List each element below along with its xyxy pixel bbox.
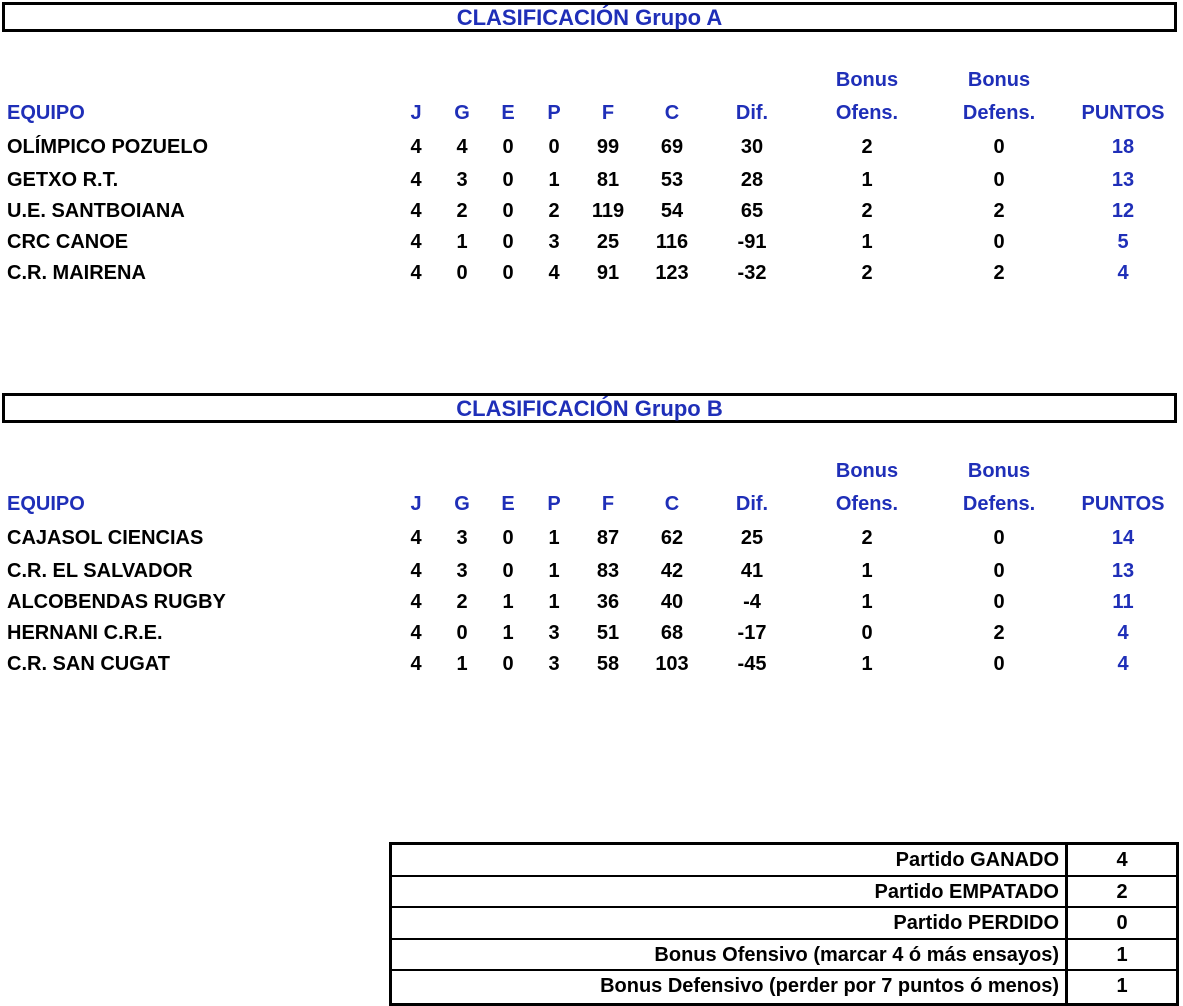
- g-value: 1: [456, 653, 468, 675]
- g-value: 1: [456, 231, 468, 253]
- team-name: C.R. MAIRENA: [7, 262, 146, 284]
- dif-value: 65: [740, 200, 764, 222]
- bd-value: 0: [993, 136, 1005, 158]
- bo-value: 2: [861, 200, 873, 222]
- bo-value: 2: [861, 262, 873, 284]
- dif-header: Dif.: [735, 102, 769, 124]
- legend-row: [392, 877, 1176, 909]
- c-value: 123: [655, 262, 689, 284]
- team-name: C.R. EL SALVADOR: [7, 560, 193, 582]
- p-value: 3: [548, 622, 560, 644]
- legend-row: [392, 940, 1176, 972]
- j-value: 4: [410, 622, 422, 644]
- e-value: 0: [502, 136, 514, 158]
- group-a-title-box: [2, 2, 1177, 32]
- pts-header: PUNTOS: [1081, 493, 1165, 515]
- c-value: 103: [655, 653, 689, 675]
- points-value: 5: [1117, 231, 1129, 253]
- j-value: 4: [410, 591, 422, 613]
- e-value: 0: [502, 527, 514, 549]
- f-value: 99: [596, 136, 620, 158]
- points-value: 18: [1111, 136, 1135, 158]
- bd-header: Defens.: [962, 102, 1036, 124]
- bd-value: 0: [993, 560, 1005, 582]
- bo-value: 2: [861, 136, 873, 158]
- g-value: 3: [456, 527, 468, 549]
- c-header: C: [664, 493, 680, 515]
- p-value: 1: [548, 527, 560, 549]
- g-value: 4: [456, 136, 468, 158]
- legend-value: 1: [1116, 943, 1128, 966]
- p-header: P: [547, 102, 561, 124]
- bo-header: Ofens.: [835, 493, 899, 515]
- bd-value: 0: [993, 527, 1005, 549]
- team-name: C.R. SAN CUGAT: [7, 653, 170, 675]
- equipo-header: EQUIPO: [7, 102, 85, 124]
- dif-value: 41: [740, 560, 764, 582]
- e-header: E: [501, 493, 515, 515]
- points-value: 4: [1117, 622, 1129, 644]
- j-value: 4: [410, 200, 422, 222]
- bo-value: 1: [861, 591, 873, 613]
- pts-header: PUNTOS: [1081, 102, 1165, 124]
- f-value: 81: [596, 169, 620, 191]
- bd-value: 2: [993, 200, 1005, 222]
- group-b-title-box: [2, 393, 1177, 423]
- c-header: C: [664, 102, 680, 124]
- dif-value: 28: [740, 169, 764, 191]
- team-name: HERNANI C.R.E.: [7, 622, 163, 644]
- points-value: 13: [1111, 560, 1135, 582]
- bd-value: 0: [993, 653, 1005, 675]
- bd-value: 2: [993, 622, 1005, 644]
- f-value: 83: [596, 560, 620, 582]
- legend-label: Partido EMPATADO: [392, 877, 1068, 907]
- bo-header: Ofens.: [835, 102, 899, 124]
- j-value: 4: [410, 136, 422, 158]
- p-value: 1: [548, 560, 560, 582]
- f-header: F: [601, 493, 615, 515]
- g-value: 0: [456, 622, 468, 644]
- bd-value: 0: [993, 231, 1005, 253]
- group-a-title: CLASIFICACIÓN Grupo A: [456, 5, 723, 30]
- f-value: 87: [596, 527, 620, 549]
- dif-header: Dif.: [735, 493, 769, 515]
- bonus-ofens-header-top: Bonus: [835, 69, 899, 91]
- e-value: 0: [502, 262, 514, 284]
- dif-value: -45: [737, 653, 767, 675]
- c-value: 69: [660, 136, 684, 158]
- e-header: E: [501, 102, 515, 124]
- c-value: 68: [660, 622, 684, 644]
- equipo-header: EQUIPO: [7, 493, 85, 515]
- e-value: 0: [502, 231, 514, 253]
- c-value: 42: [660, 560, 684, 582]
- points-value: 4: [1117, 653, 1129, 675]
- e-value: 0: [502, 200, 514, 222]
- points-value: 12: [1111, 200, 1135, 222]
- f-value: 36: [596, 591, 620, 613]
- points-value: 14: [1111, 527, 1135, 549]
- j-value: 4: [410, 653, 422, 675]
- bo-value: 2: [861, 527, 873, 549]
- p-value: 1: [548, 169, 560, 191]
- e-value: 1: [502, 591, 514, 613]
- g-value: 2: [456, 200, 468, 222]
- g-header: G: [454, 493, 470, 515]
- team-name: U.E. SANTBOIANA: [7, 200, 185, 222]
- j-value: 4: [410, 262, 422, 284]
- c-value: 40: [660, 591, 684, 613]
- team-name: OLÍMPICO POZUELO: [7, 136, 209, 158]
- j-header: J: [410, 102, 422, 124]
- e-value: 1: [502, 622, 514, 644]
- legend-row: [392, 845, 1176, 877]
- p-value: 0: [548, 136, 560, 158]
- points-legend-table: [389, 842, 1179, 1006]
- p-value: 1: [548, 591, 560, 613]
- dif-value: 30: [740, 136, 764, 158]
- points-value: 13: [1111, 169, 1135, 191]
- legend-label: Bonus Defensivo (perder por 7 puntos ó menos): [392, 971, 1068, 1003]
- f-value: 58: [596, 653, 620, 675]
- legend-label: Bonus Ofensivo (marcar 4 ó más ensayos): [392, 940, 1068, 970]
- p-value: 2: [548, 200, 560, 222]
- legend-row: [392, 908, 1176, 940]
- p-value: 3: [548, 231, 560, 253]
- bonus-defens-header-top: Bonus: [967, 69, 1031, 91]
- g-header: G: [454, 102, 470, 124]
- points-value: 4: [1117, 262, 1129, 284]
- g-value: 0: [456, 262, 468, 284]
- bonus-ofens-header-top: Bonus: [835, 460, 899, 482]
- g-value: 3: [456, 560, 468, 582]
- j-value: 4: [410, 560, 422, 582]
- p-header: P: [547, 493, 561, 515]
- bd-header: Defens.: [962, 493, 1036, 515]
- j-value: 4: [410, 169, 422, 191]
- dif-value: 25: [740, 527, 764, 549]
- c-value: 62: [660, 527, 684, 549]
- f-value: 91: [596, 262, 620, 284]
- legend-value: 1: [1116, 975, 1128, 998]
- bd-value: 0: [993, 591, 1005, 613]
- g-value: 3: [456, 169, 468, 191]
- dif-value: -91: [737, 231, 767, 253]
- points-value: 11: [1112, 591, 1134, 613]
- bo-value: 0: [861, 622, 873, 644]
- group-b-title: CLASIFICACIÓN Grupo B: [456, 396, 723, 421]
- j-header: J: [410, 493, 422, 515]
- e-value: 0: [502, 653, 514, 675]
- f-header: F: [601, 102, 615, 124]
- legend-value: 4: [1116, 849, 1128, 871]
- dif-value: -4: [743, 591, 761, 613]
- bo-value: 1: [861, 653, 873, 675]
- bonus-defens-header-top: Bonus: [967, 460, 1031, 482]
- c-value: 53: [660, 169, 684, 191]
- dif-value: -32: [737, 262, 767, 284]
- bo-value: 1: [861, 169, 873, 191]
- dif-value: -17: [737, 622, 767, 644]
- bo-value: 1: [861, 231, 873, 253]
- f-value: 119: [591, 200, 625, 222]
- team-name: CAJASOL CIENCIAS: [7, 527, 204, 549]
- j-value: 4: [410, 231, 422, 253]
- e-value: 0: [502, 169, 514, 191]
- legend-value: 0: [1116, 912, 1128, 935]
- bo-value: 1: [861, 560, 873, 582]
- f-value: 51: [596, 622, 620, 644]
- g-value: 2: [456, 591, 468, 613]
- f-value: 25: [596, 231, 620, 253]
- p-value: 4: [548, 262, 560, 284]
- bd-value: 2: [993, 262, 1005, 284]
- c-value: 116: [655, 231, 689, 253]
- legend-label: Partido GANADO: [392, 845, 1068, 875]
- team-name: GETXO R.T.: [7, 169, 119, 191]
- p-value: 3: [548, 653, 560, 675]
- legend-value: 2: [1116, 880, 1128, 903]
- j-value: 4: [410, 527, 422, 549]
- legend-row: [392, 971, 1176, 1003]
- bd-value: 0: [993, 169, 1005, 191]
- c-value: 54: [660, 200, 684, 222]
- legend-label: Partido PERDIDO: [392, 908, 1068, 938]
- team-name: CRC CANOE: [7, 231, 129, 253]
- e-value: 0: [502, 560, 514, 582]
- team-name: ALCOBENDAS RUGBY: [7, 591, 226, 613]
